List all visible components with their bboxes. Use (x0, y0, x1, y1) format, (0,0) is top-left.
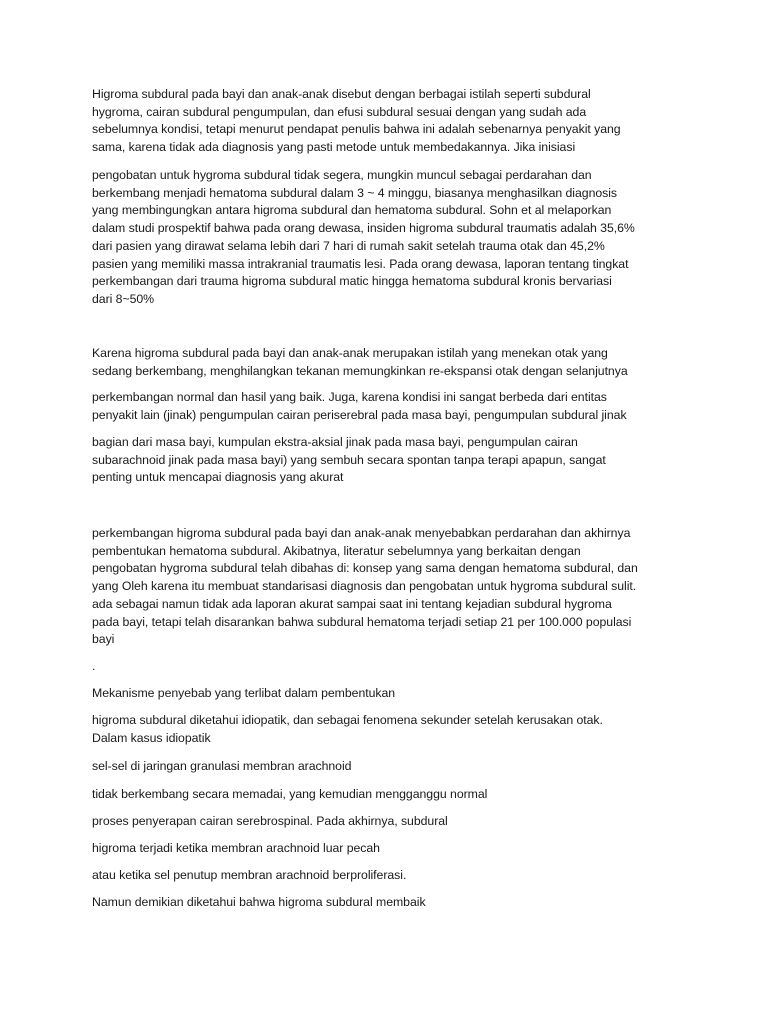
text-line: . (92, 659, 96, 673)
text-line: bayi (92, 632, 115, 647)
paragraph-9 (92, 712, 682, 747)
paragraph-12 (92, 813, 682, 831)
text-line: sebelumnya kondisi, tetapi menurut pendapat penulis bahwa ini adalah sebenarnya penyakit yang (92, 122, 621, 137)
text-line: dalam studi prospektif bahwa pada orang dewasa, insiden higroma subdural traumatis adalah 35,6% (92, 221, 635, 236)
text-line: pasien yang memiliki massa intrakranial traumatis lesi. Pada orang dewasa, laporan tentang tingkat (92, 256, 629, 271)
text-line: proses penyerapan cairan serebrospinal. Pada akhirnya, subdural (92, 814, 448, 828)
paragraph-13 (92, 840, 682, 858)
text-line: Karena higroma subdural pada bayi dan anak-anak merupakan istilah yang menekan otak yang (92, 346, 608, 360)
text-line: Namun demikian diketahui bahwa higroma subdural membaik (92, 895, 426, 909)
text-line: perkembangan normal dan hasil yang baik. Juga, karena kondisi ini sangat berbeda dari entitas (92, 390, 607, 404)
paragraph-2 (92, 167, 682, 309)
paragraph-3 (92, 345, 682, 380)
text-line: bagian dari masa bayi, kumpulan ekstra-aksial jinak pada masa bayi, pengumpulan cairan (92, 435, 578, 449)
text-line: dari pasien yang dirawat selama lebih dari 7 hari di rumah sakit setelah trauma otak dan 45,2% (92, 238, 605, 253)
text-line: ada sebagai namun tidak ada laporan akurat sampai saat ini tentang kejadian subdural hygroma (92, 596, 612, 611)
text-line: pembentukan hematoma subdural. Akibatnya, literatur sebelumnya yang berkaitan dengan (92, 543, 581, 558)
text-line: sama, karena tidak ada diagnosis yang pasti metode untuk membedakannya. Jika inisiasi (92, 140, 576, 155)
text-line: penyakit lain (jinak) pengumpulan cairan periserebral pada masa bayi, pengumpulan subdural jinak (92, 407, 627, 422)
paragraph-7 (92, 658, 682, 676)
text-line: sel-sel di jaringan granulasi membran arachnoid (92, 759, 352, 773)
text-line: sedang berkembang, menghilangkan tekanan memungkinkan re-ekspansi otak dengan selanjutnya (92, 363, 628, 378)
text-line: berkembang menjadi hematoma subdural dalam 3 ~ 4 minggu, biasanya menghasilkan diagnosis (92, 185, 618, 200)
text-line: pengobatan untuk hygroma subdural tidak segera, mungkin muncul sebagai perdarahan dan (92, 168, 592, 182)
text-line: Mekanisme penyebab yang terlibat dalam pembentukan (92, 686, 396, 700)
paragraph-14 (92, 867, 682, 885)
text-line: hygroma, cairan subdural pengumpulan, dan efusi subdural sesuai dengan yang sudah ada (92, 104, 587, 119)
paragraph-11 (92, 786, 682, 804)
text-line: higroma terjadi ketika membran arachnoid luar pecah (92, 841, 380, 855)
paragraph-15 (92, 894, 682, 912)
text-line: yang Oleh karena itu membuat standarisasi diagnosis dan pengobatan untuk hygroma subdural sulit. (92, 579, 637, 594)
text-line: atau ketika sel penutup membran arachnoid berproliferasi. (92, 868, 407, 882)
paragraph-8 (92, 685, 682, 703)
text-line: Dalam kasus idiopatik (92, 730, 211, 745)
paragraph-6 (92, 525, 682, 649)
paragraph-5 (92, 434, 682, 487)
text-line: pengobatan hygroma subdural telah dibahas di: konsep yang sama dengan hematoma subdural, dan (92, 561, 638, 576)
text-line: yang membingungkan antara higroma subdural dan hematoma subdural. Sohn et al melaporkan (92, 203, 612, 218)
text-line: subarachnoid jinak pada masa bayi) yang sembuh secara spontan tanpa terapi apapun, sangat (92, 452, 606, 467)
text-line: pada bayi, tetapi telah disarankan bahwa subdural hematoma terjadi setiap 21 per 100.000 populasi (92, 614, 632, 629)
text-line: penting untuk mencapai diagnosis yang akurat (92, 470, 344, 485)
paragraph-10 (92, 758, 682, 776)
text-line: tidak berkembang secara memadai, yang kemudian mengganggu normal (92, 787, 488, 801)
text-line: dari 8~50% (92, 291, 155, 306)
paragraph-4 (92, 389, 682, 424)
text-line: higroma subdural diketahui idiopatik, dan sebagai fenomena sekunder setelah kerusakan otak. (92, 713, 603, 727)
paragraph-1 (92, 86, 682, 157)
text-line: Higroma subdural pada bayi dan anak-anak disebut dengan berbagai istilah seperti subdural (92, 87, 591, 101)
text-line: perkembangan dari trauma higroma subdural matic hingga hematoma subdural kronis bervariasi (92, 274, 612, 289)
text-line: perkembangan higroma subdural pada bayi dan anak-anak menyebabkan perdarahan dan akhirnya (92, 526, 631, 540)
